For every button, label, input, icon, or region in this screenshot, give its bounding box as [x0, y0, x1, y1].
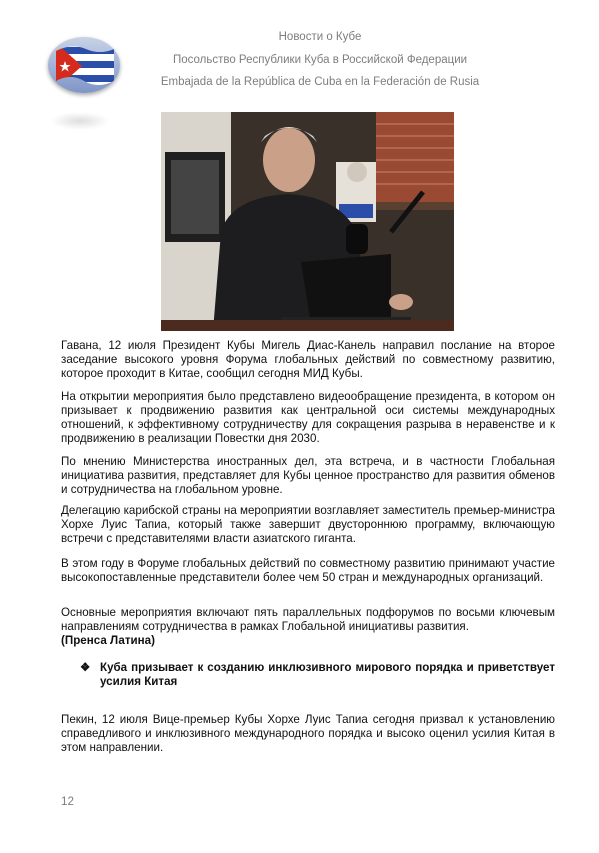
article-paragraph: Делегацию карибской страны на мероприятии возглавляет заместитель премьер-министра Хорхе Луис Тапиа, который также завершит двустороннюю программу, включающую встречи с представителями власти азиатского гиганта.	[61, 504, 555, 545]
embassy-name-es: Embajada de la República de Cuba en la Federación de Rusia	[160, 76, 480, 88]
diamond-bullet-icon: ❖	[80, 661, 91, 674]
headline-text: Куба призывает к созданию инклюзивного мирового порядка и приветствует усилия Китая	[100, 661, 555, 688]
article-paragraph: В этом году в Форуме глобальных действий по совместному развитию принимают участие высокопоставленные представители более чем 50 стран и международных организаций.	[61, 557, 555, 584]
article-paragraph	[61, 606, 555, 648]
paragraph-text: Основные мероприятия включают пять параллельных подфорумов по восьми ключевым направлениям сотрудничества в рамках Глобальной инициативы развития.	[61, 606, 555, 633]
article-paragraph: Гавана, 12 июля Президент Кубы Мигель Диас-Канель направил послание на второе заседание высокого уровня Форума глобальных действий по совместному развитию, которое проходит в Китае, сообщил сегодня МИД Кубы.	[61, 339, 555, 380]
page-number: 12	[61, 795, 74, 808]
article-photo	[161, 112, 454, 331]
article-paragraph: На открытии мероприятия было представлено видеообращение президента, в котором он призывает к продвижению развития как центральной оси системы международных отношений, к эффективному сотрудничеству для сокращения разрыва в неравенстве и к продвижению в реализации Повестки дня 2030.	[61, 390, 555, 445]
logo-shadow	[50, 112, 110, 130]
cuban-flag-emblem-icon	[48, 37, 120, 93]
article-paragraph: По мнению Министерства иностранных дел, эта встреча, и в частности Глобальная инициатива развития, представляет для Кубы ценное пространство для развития обменов и сотрудничества на глобальном уровне.	[61, 455, 555, 496]
article-headline	[80, 661, 555, 689]
embassy-name-ru: Посольство Республики Куба в Российской Федерации	[172, 54, 468, 66]
news-source: (Пренса Латина)	[61, 634, 155, 647]
article-paragraph: Пекин, 12 июля Вице-премьер Кубы Хорхе Луис Тапиа сегодня призвал к установлению справедливого и инклюзивного международного порядка и высоко оценил усилия Китая в этом направлении.	[61, 713, 555, 754]
newsletter-title: Новости о Кубе	[278, 31, 362, 43]
